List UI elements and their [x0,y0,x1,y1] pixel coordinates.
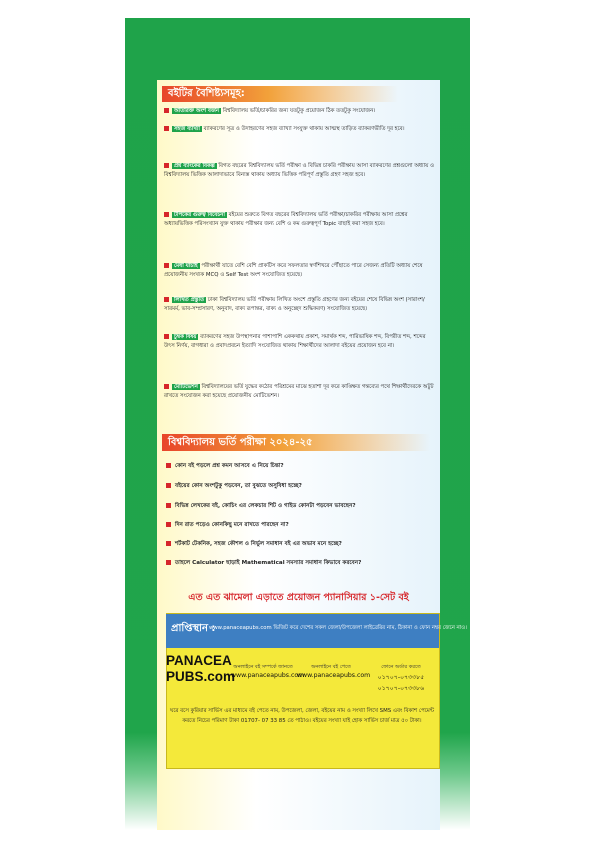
feature-tag: অতিরিক্ত অংশ বর্জন [174,108,219,114]
feature-text: বিশ্ববিদ্যালয় ভর্তি/চাকরির জন্য যতটুকু প্রয়োজন ঠিক ততটুকু সংযোজন। [222,108,376,114]
slogan-text: এত এত ঝামেলা এড়াতে প্রয়োজন প্যানাসিয়ার ১-সেট বই [188,592,409,603]
exam-question-5 [166,540,434,549]
feature-item-3 [164,162,434,180]
feature-tag: প্রশ্ন ব্যাংকের বিকল্প [174,163,215,169]
question-text: তাহলে Calculator ছাড়াই Mathematical সমস্যার সমাধান কিভাবে করবেন? [175,560,362,566]
info-column-phone [368,664,434,694]
feature-item-2 [164,125,434,134]
feature-item-1 [164,107,434,116]
bullet-icon [166,541,171,546]
column-label: অনলাইনে বই সম্পর্কে জানতে [233,664,293,670]
column-link[interactable]: www.panaceapubs.com [231,672,305,679]
bullet-icon [164,163,169,168]
bullet-icon [164,384,169,389]
info-column-about [231,664,305,679]
exam-question-6 [166,559,434,568]
feature-item-7 [164,333,434,351]
column-label: অনলাইনে বই পেতে [311,664,351,670]
column-label: ফোনে অর্ডার করতে [381,664,421,670]
bullet-icon [166,463,171,468]
bullet-icon [164,297,169,302]
question-text: শর্টকাট টেকনিক, সহজ কৌশল ও নির্ভুল সমাধান বই এর অভাব মনে হচ্ছে? [175,541,342,547]
phone-number-1: ০১৭০৭-০৭৩৩৮৫ [377,674,425,681]
feature-item-6 [164,296,434,314]
phone-number-2: ০১৭০৭-০৭৩৩৮৬ [377,685,425,692]
feature-text: ঢাকা বিশ্ববিদ্যালয় ভর্তি পরীক্ষায় লিখিত অংশে প্রস্তুতি গ্রহণের জন্য বইয়ের শেষে বিভিন্ন অংশ (সারাংশ/সারমর্ম, ভাব-সম্প্রসারণ, অনুবাদ, বাক্য রূপান্তর, বাক্য ও অনুচ্ছেদ শুদ্ধিকরণ) সংযোজিত হয়েছে। [164,297,425,312]
feature-text: পরীক্ষার্থী যাতে বেশি বেশি প্রাকটিস করে সফলতার স্বর্ণশিখরে পৌঁছাতে পারে সেজন্য প্রতিটি অধ্যায় শেষে প্রয়োজনীয় সংখ্যক MCQ ও Self Test অংশ সংযোজিত হয়েছে। [164,263,423,278]
exam-heading: বিশ্ববিদ্যালয় ভর্তি পরীক্ষা ২০২৪-২৫ [162,434,430,451]
feature-tag: সহজ ব্যাখ্যা [174,126,200,132]
feature-text: বিগত বছরের বিশ্ববিদ্যালয় ভর্তি পরীক্ষা ও বিভিন্ন চাকরি পরীক্ষায় আসা ব্যাকরণের প্রশ্নগুলো অধ্যায় ও বিশ্ববিদ্যালয় ভিত্তিক আলাদাভাবে বিন্যস্ত থাকায় অধ্যায় ভিত্তিক পরিপূর্ণ প্রস্তুতি গ্রহণ সহজ হবে। [164,163,434,178]
logo-line-1: PANACEA [166,653,232,668]
feature-tag: টপিকের গুরুত্ব বিবেচনা [174,212,225,218]
info-column-order-online [297,664,371,679]
question-text: বইয়ের কোন অংশটুকু পড়বেন, তা বুঝতে অসুবিধা হচ্ছে? [175,483,302,489]
bullet-icon [164,108,169,113]
feature-item-8 [164,383,434,401]
purchase-label: প্রাপ্তিস্থান : [171,623,216,634]
feature-text: ব্যাকরণের সূত্র ও উদাহরণের সহজ ব্যাখ্যা সংযুক্ত থাকায় আত্মস্থ তাড়িত ব্যাকরণভীতি দূর হবে। [203,126,405,132]
feature-tag: চুম্বক বিষয় [174,334,197,340]
question-text: দিন রাত পড়েও কোনকিছু মনে রাখতে পারছেন না? [175,522,289,528]
column-link[interactable]: www.panaceapubs.com [297,672,371,679]
courier-order-note: ঘরে বসে কুরিয়ার সার্ভিস এর মাধ্যমে বই পেতে নাম, উপজেলা, জেলা, বইয়ের নাম ও সংখ্যা লিখে SMS এবং বিকাশ পেমেন্ট করতে নিচের পরিমাণ টাকা 01707- 07 33 85 তে পাঠাও। বইয়ের সংখ্যা যাই হোক সার্ভিস চার্জ মাত্র ৫০ টাকা। [169,708,435,724]
bullet-icon [164,212,169,217]
bullet-icon [166,483,171,488]
feature-item-4 [164,211,434,229]
exam-question-2 [166,482,434,491]
feature-item-5 [164,262,434,280]
features-heading: বইটির বৈশিষ্ট্যসমূহ: [162,86,398,102]
feature-tag: মোটিভেশন [174,384,198,390]
bullet-icon [166,560,171,565]
logo-line-2: PUBS.com [166,669,236,684]
bullet-icon [166,503,171,508]
bullet-icon [164,126,169,131]
feature-text: ব্যাকরণের সহজ উপস্থাপনার পাশাপাশি এককথায় প্রকাশ, সমার্থক শব্দ, পারিভাষিক শব্দ, বিপরীত শব্দ, শব্দের উৎস নির্ণয়, বাগধারা ও প্রবাদপ্রবচন ইত্যাদি সংযোজিত থাকায় শিক্ষার্থীদের আলাদা বইয়ের প্রয়োজন হবে না। [164,334,426,349]
feature-tag: মেধা যাচাই [174,263,198,269]
feature-text: বিশ্ববিদ্যালয়ের ভর্তি যুদ্ধের কঠোর পরিশ্রমের মাঝে হতাশা দূর করে কাঙ্ক্ষিত গন্তব্যের পথে শিক্ষার্থীদেরকে অটুট রাখতে সংযোজন করা হয়েছে প্রয়োজনীয় মোটিভেশন। [164,384,434,399]
purchase-url-line[interactable]: www.panaceapubs.com ভিজিট করে দেশের সকল জেলা/উপজেলা লাইব্রেরির নাম, ঠিকানা ও ফোন নম্বর জেনে নাও। [209,625,467,631]
exam-question-3 [166,502,434,511]
feature-text: বইয়ের শুরুতে বিগত বছরের বিশ্ববিদ্যালয় ভর্তি পরীক্ষা/চাকরির পরীক্ষায় আসা প্রশ্নের অধ্যায়ভিত্তিক পরিসংখ্যান যুক্ত থাকায় পরীক্ষার জন্য বেশি ও কম গুরুত্বপূর্ণ Topic বাছাই করা সহজ হবে। [164,212,408,227]
panacea-logo [166,653,236,701]
bullet-icon [164,263,169,268]
question-text: বিভিন্ন লেখকের বই, কোচিং এর লেকচার শিট ও গাইড কোনটা পড়বেন ভাবছেন? [175,503,356,509]
exam-question-4 [166,521,434,530]
bullet-icon [164,334,169,339]
question-text: কোন বই পড়লে প্রশ্ন কমন আসবে এ নিয়ে চিন্তা? [175,463,284,469]
exam-question-1 [166,462,434,471]
feature-tag: লিখিত প্রস্তুতি [174,297,205,303]
bullet-icon [166,522,171,527]
